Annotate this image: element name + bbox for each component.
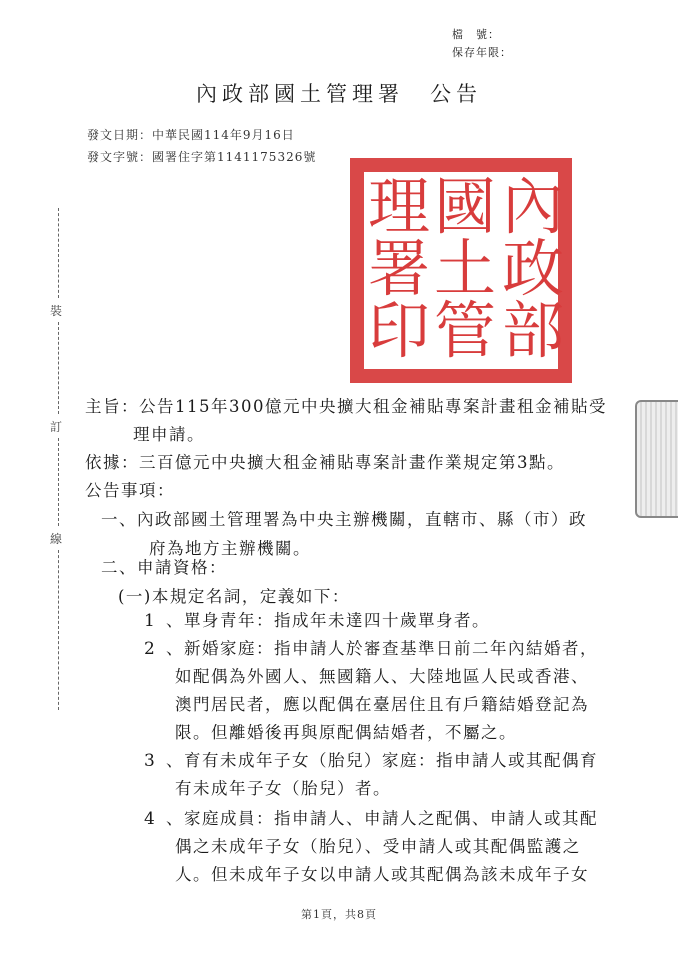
definition-text: 、家庭成員：指申請人、申請人之配偶、申請人或其配 xyxy=(166,809,598,828)
definition-3 xyxy=(144,746,598,776)
definition-number: 1 xyxy=(144,611,157,631)
definition-2-cont: 澳門居民者，應以配偶在臺居住且有戶籍結婚登記為 xyxy=(175,695,589,714)
seal-char: 內 xyxy=(502,170,565,243)
binding-mark-zhuang: 裝 xyxy=(50,304,63,318)
binding-mark-ding: 訂 xyxy=(50,420,63,434)
definition-text: 、新婚家庭：指申請人於審查基準日前二年內結婚者， xyxy=(166,639,598,658)
page-footer: 第1頁，共8頁 xyxy=(301,908,377,921)
definition-number: 3 xyxy=(144,751,157,771)
definition-text: 、育有未成年子女（胎兒）家庭：指申請人或其配偶育 xyxy=(166,751,598,770)
subject-line-1: 主旨：公告115年300億元中央擴大租金補貼專案計畫租金補貼受 xyxy=(85,397,607,416)
item2-heading: 二、申請資格： xyxy=(101,558,227,577)
binding-line xyxy=(58,322,59,414)
file-number-label: 檔 號： xyxy=(452,28,500,41)
sub1-heading: (一)本規定名詞，定義如下： xyxy=(118,587,350,606)
seal-char: 印 xyxy=(368,294,431,367)
item1-line-1: 一、內政部國土管理署為中央主辦機關，直轄市、縣（市）政 xyxy=(101,510,587,529)
definition-text: 、單身青年：指成年未達四十歲單身者。 xyxy=(166,611,490,630)
basis: 依據：三百億元中央擴大租金補貼專案計畫作業規定第3點。 xyxy=(85,453,565,472)
definition-4-cont: 偶之未成年子女（胎兒）、受申請人或其配偶監護之 xyxy=(175,837,581,856)
retention-period-label: 保存年限： xyxy=(452,46,512,59)
issue-number: 發文字號：國署住字第1141175326號 xyxy=(87,150,317,164)
definition-2-cont: 限。但離婚後再與原配偶結婚者，不屬之。 xyxy=(175,723,517,742)
seal-char: 管 xyxy=(434,294,497,367)
definition-number: 4 xyxy=(144,809,157,829)
seal-char: 理 xyxy=(368,170,431,243)
seal-frame xyxy=(362,170,565,371)
official-seal xyxy=(350,158,572,383)
seal-char: 國 xyxy=(434,170,497,243)
page-title: 內政部國土管理署 公告 xyxy=(196,82,482,106)
binding-mark-xian: 線 xyxy=(50,532,63,546)
seal-char: 政 xyxy=(502,232,565,305)
definition-4 xyxy=(144,804,598,834)
subject-line-2: 理申請。 xyxy=(133,425,205,444)
seal-char: 土 xyxy=(434,232,497,305)
definition-number: 2 xyxy=(144,639,157,659)
binding-line xyxy=(58,438,59,526)
definition-2 xyxy=(144,634,598,664)
definition-2-cont: 如配偶為外國人、無國籍人、大陸地區人民或香港、 xyxy=(175,667,589,686)
binding-line xyxy=(58,208,59,298)
notice-heading: 公告事項： xyxy=(85,481,175,500)
receipt-stamp xyxy=(635,400,678,518)
binding-line xyxy=(58,550,59,710)
issue-date: 發文日期：中華民國114年9月16日 xyxy=(87,128,295,142)
definition-3-cont: 有未成年子女（胎兒）者。 xyxy=(175,779,391,798)
definition-1 xyxy=(144,606,490,636)
seal-char: 部 xyxy=(502,294,565,367)
seal-char: 署 xyxy=(368,232,431,305)
item1-line-2: 府為地方主辦機關。 xyxy=(149,539,311,558)
definition-4-cont: 人。但未成年子女以申請人或其配偶為該未成年子女 xyxy=(175,865,589,884)
